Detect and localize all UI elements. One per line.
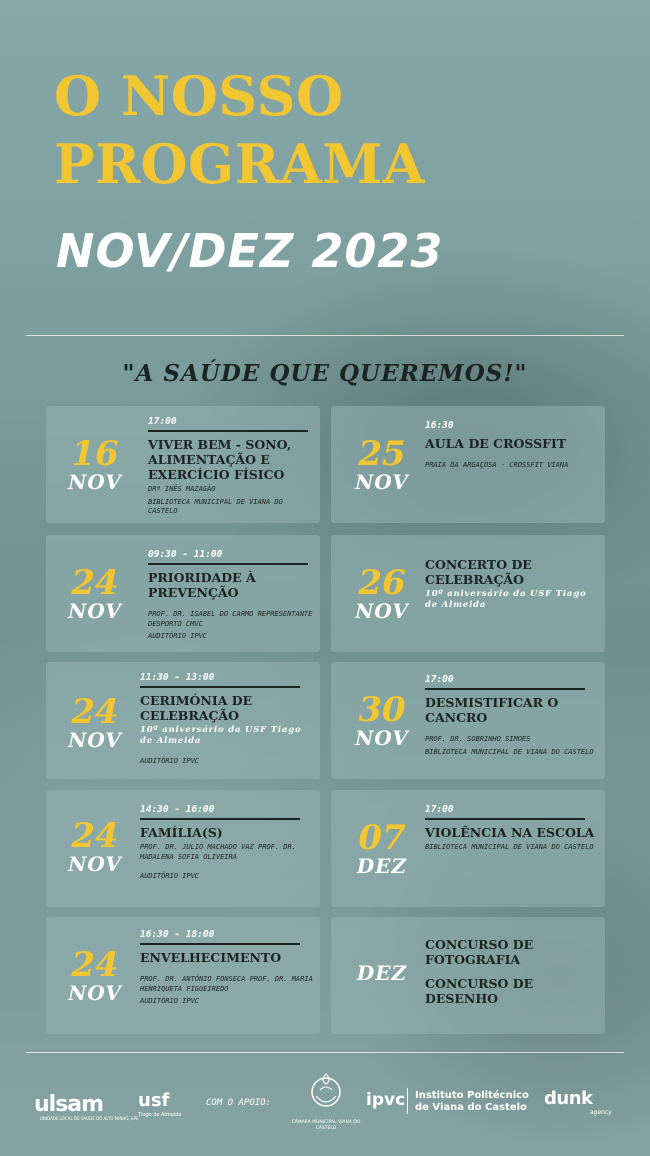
ipvc-logo: ipvc: [366, 1090, 406, 1110]
event-speaker: PROF. DR. SOBRINHO SIMOES: [425, 735, 531, 743]
event-day: 24: [71, 945, 119, 985]
event-time: 17:00: [425, 804, 585, 820]
event-card: [46, 790, 320, 907]
event-month: NOV: [68, 981, 122, 1005]
sponsor-footer: [0, 1070, 650, 1140]
event-date: [347, 434, 417, 494]
event-card: [331, 406, 605, 523]
dunk-caption: agency: [590, 1109, 612, 1116]
event-title: CONCURSO DE FOTOGRAFIA: [425, 937, 534, 967]
title-line-1: O NOSSO: [54, 64, 344, 128]
event-title: PRIORIDADE À PREVENÇÃO: [148, 570, 256, 600]
divider-bottom: [26, 1052, 624, 1053]
cmvc-crest-icon: [306, 1070, 346, 1124]
event-date: [60, 945, 130, 1005]
event-info: [425, 557, 595, 611]
event-day: 07: [358, 818, 406, 858]
event-date: [60, 563, 130, 623]
event-time: 11:30 - 13:00: [140, 672, 300, 688]
event-card: [46, 917, 320, 1034]
page-title: [54, 62, 425, 198]
event-month: NOV: [355, 726, 409, 750]
event-subtitle: 10º aniversário da USF Tiago de Almeida: [140, 725, 302, 746]
event-month: DEZ: [356, 854, 408, 878]
event-date: [60, 816, 130, 876]
event-speaker: PROF. DR. ISABEL DO CARMO REPRESENTANTE DESPORTO CMVC: [148, 610, 313, 628]
event-day: 25: [358, 434, 406, 474]
event-time: 17:00: [425, 674, 585, 690]
ipvc-separator: [407, 1088, 408, 1114]
dunk-logo: dunk: [544, 1088, 593, 1109]
event-location: AUDITÓRIO IPVC: [140, 872, 200, 880]
ulsam-logo: ulsam: [34, 1092, 104, 1117]
event-location: BIBLIOTECA MUNICIPAL DE VIANA DO CASTELO: [425, 843, 594, 851]
event-speaker: PROF. DR. JULIO MACHADO VAZ PROF. DR. MADALENA SOFIA OLIVEIRA: [140, 843, 296, 861]
event-title: CERIMÓNIA DE CELEBRAÇÃO: [140, 693, 253, 723]
event-time: 14:30 - 16:00: [140, 804, 300, 820]
event-info: [425, 674, 595, 757]
ipvc-name: [415, 1090, 529, 1114]
event-info: [148, 549, 313, 642]
page-subtitle: NOV/DEZ 2023: [56, 224, 444, 278]
title-line-2: PROGRAMA: [54, 132, 426, 196]
event-date: [347, 563, 417, 623]
event-day: 24: [71, 563, 119, 603]
event-day: 24: [71, 692, 119, 732]
cmvc-caption: CÂMARA MUNICIPAL VIANA DO CASTELO: [291, 1120, 361, 1131]
event-title: VIOLÊNCIA NA ESCOLA: [425, 825, 595, 840]
event-speaker: DRª INÊS MAZAGÃO: [148, 485, 216, 493]
event-title: CONCERTO DE CELEBRAÇÃO: [425, 557, 532, 587]
event-month: NOV: [355, 470, 409, 494]
slogan: "A SAÚDE QUE QUEREMOS!": [122, 360, 528, 387]
event-month: NOV: [68, 852, 122, 876]
ipvc-name-line-1: Instituto Politécnico: [415, 1090, 529, 1101]
event-speaker: PROF. DR. ANTÓNIO FONSECA PROF. DR. MARIA HENRIQUETA FIGUEIREDO: [140, 975, 313, 993]
event-card: [46, 535, 320, 652]
usf-logo: usf: [138, 1090, 170, 1111]
event-title: VIVER BEM - SONO, ALIMENTAÇÃO E EXERCÍCIO FÍSICO: [148, 437, 292, 482]
divider-top: [26, 335, 624, 336]
event-title: FAMÍLIA(S): [140, 825, 223, 840]
event-location: AUDITÓRIO IPVC: [148, 632, 208, 640]
event-time: 17:00: [148, 416, 308, 432]
event-time: 16:30 - 18:00: [140, 929, 300, 945]
event-subtitle: 10º aniversário da USF Tiago de Almeida: [425, 589, 587, 610]
event-info: [140, 672, 310, 767]
event-title: ENVELHECIMENTO: [140, 950, 282, 965]
event-month: NOV: [68, 470, 122, 494]
event-card: [331, 790, 605, 907]
event-title: DESMISTIFICAR O CANCRO: [425, 695, 559, 725]
event-card: [331, 662, 605, 779]
event-day: 16: [71, 434, 119, 474]
event-info: [425, 937, 595, 1006]
ulsam-caption: UNIDADE LOCAL DE SAÚDE DO ALTO MINHO, EPE: [40, 1116, 139, 1121]
event-card: [46, 662, 320, 779]
event-date: [60, 692, 130, 752]
event-location: AUDITÓRIO IPVC: [140, 997, 200, 1005]
event-card: [331, 917, 605, 1034]
event-title-2: CONCURSO DE DESENHO: [425, 976, 534, 1006]
event-info: [425, 420, 595, 471]
event-info: [148, 416, 313, 517]
event-day: 30: [358, 690, 406, 730]
event-date: [347, 690, 417, 750]
event-info: [140, 804, 315, 882]
event-card: [46, 406, 320, 523]
event-date: [347, 961, 417, 985]
usf-caption: Tiago de Almeida: [138, 1112, 182, 1118]
support-label: COM O APOIO:: [206, 1098, 272, 1108]
event-info: [425, 804, 595, 853]
event-month: NOV: [68, 599, 122, 623]
event-day: 24: [71, 816, 119, 856]
event-day: 26: [358, 563, 406, 603]
event-info: [140, 929, 315, 1007]
event-date: [347, 818, 417, 878]
event-date: [60, 434, 130, 494]
event-location: PRAIA DA ARGAÇOSA - CROSSFIT VIANA: [425, 461, 569, 469]
event-time: 09:30 - 11:00: [148, 549, 308, 565]
event-location: AUDITÓRIO IPVC: [140, 757, 200, 765]
ipvc-name-line-2: de Viana do Castelo: [415, 1102, 527, 1113]
event-month: NOV: [68, 728, 122, 752]
event-title: AULA DE CROSSFIT: [425, 436, 567, 451]
event-location: BIBLIOTECA MUNICIPAL DE VIANA DO CASTELO: [425, 747, 594, 756]
event-month: DEZ: [356, 961, 408, 985]
event-card: [331, 535, 605, 652]
event-month: NOV: [355, 599, 409, 623]
event-time: 16:30: [425, 420, 454, 431]
event-location: BIBLIOTECA MUNICIPAL DE VIANA DO CASTELO: [148, 497, 283, 515]
